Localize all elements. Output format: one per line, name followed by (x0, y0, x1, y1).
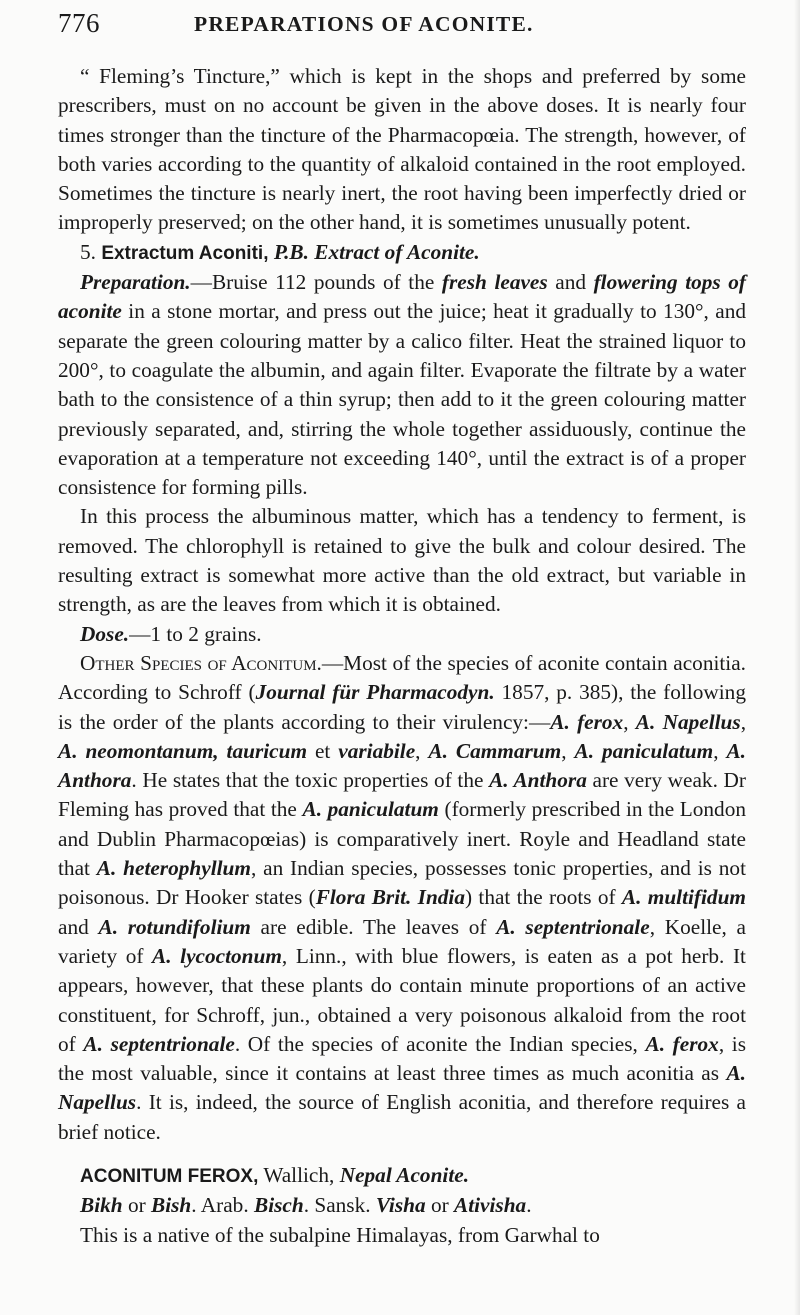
os-a-paniculatum: A. paniculatum (574, 738, 714, 763)
names-arab-label: . Arab. (191, 1193, 254, 1218)
preparation-italic-flowering-tops: flowering tops of aconite (58, 270, 747, 324)
paragraph-dose (58, 620, 746, 649)
section-aconitum-ferox (58, 1161, 746, 1191)
os-a-ferox-2: A. ferox (645, 1031, 719, 1056)
os-text-2: 1857, p. 385), the following is the order of the plants according to their virulency:— (58, 680, 746, 734)
names-or-2: or (425, 1193, 455, 1218)
section-number: 5. (80, 239, 96, 264)
os-comma-5: , (713, 738, 727, 763)
section-latin-name: Extractum Aconiti, (101, 242, 269, 264)
os-text-12: , is the most valuable, since it contains at least three times as much aconitia as (58, 1031, 746, 1086)
ferox-title: ACONITUM FEROX, (80, 1165, 259, 1187)
os-text-6: , an Indian species, possesses tonic properties, and is not poisonous. Dr Hooker states ( (58, 856, 747, 910)
page-header (58, 8, 748, 44)
names-end: . (526, 1193, 532, 1218)
dose-text: —1 to 2 grains. (129, 621, 262, 646)
name-bisch: Bisch (253, 1193, 304, 1218)
os-text-13: . It is, indeed, the source of English aconitia, and therefore requires a brief notice. (58, 1090, 746, 1144)
os-comma-3: , (415, 738, 429, 763)
preparation-text-2: and (547, 270, 594, 295)
os-and: and (58, 914, 99, 939)
os-a-anthora: A. Anthora (58, 738, 746, 793)
ferox-author: Wallich, (258, 1162, 340, 1187)
os-a-septentrionale-2: A. septentrionale (83, 1031, 235, 1056)
dose-label: Dose. (80, 621, 130, 646)
page-body (58, 62, 746, 1250)
running-head: PREPARATIONS OF ACONITE. (194, 12, 534, 36)
name-bikh: Bikh (80, 1193, 123, 1218)
os-variabile: variabile (338, 738, 416, 763)
paragraph-native: This is a native of the subalpine Himalayas, from Garwhal to (80, 1222, 600, 1247)
os-a-septentrionale: A. septentrionale (496, 914, 650, 939)
other-species-heading: Other Species of Aconitum. (80, 650, 322, 675)
os-a-ferox: A. ferox (550, 709, 624, 734)
section-english-name: Extract of Aconite. (314, 239, 480, 264)
os-text-4: are very weak. Dr Fleming has proved that the (58, 768, 746, 822)
os-journal: Journal für Pharmacodyn. (255, 680, 495, 705)
os-a-rotundifolium: A. rotundifolium (98, 914, 251, 939)
paragraph-vernacular-names (58, 1191, 746, 1220)
os-a-multifidum: A. multifidum (621, 885, 746, 910)
paragraph-process: In this process the albuminous matter, which has a tendency to ferment, is removed. The chlorophyll is retained to give the bulk and colour desired. The resulting extract is somewhat more active than the old extract, but variable in strength, as are the leaves from which it is obtained. (58, 504, 746, 617)
section-extractum-aconiti (58, 238, 746, 268)
paragraph-flemings-tincture: “ Fleming’s Tincture,” which is kept in the shops and preferred by some prescribers, must on no account be given in the above doses. It is nearly four times stronger than the tincture of the Pharmacopœia. The strength, however, of both varies according to the quantity of alkaloid contained in the root employed. Sometimes the tincture is nearly inert, the root having been imperfectly dried or improperly preserved; on the other hand, it is sometimes unusually potent. (58, 64, 746, 235)
os-a-paniculatum-2: A. paniculatum (302, 797, 439, 822)
os-text-11: . Of the species of aconite the Indian species, (234, 1031, 646, 1056)
os-a-heterophyllum: A. heterophyllum (96, 856, 251, 881)
preparation-text-3: in a stone mortar, and press out the juice; heat it gradually to 130°, and separate the green colouring matter by a calico filter. Heat the strained liquor to 200°, to coagulate the albumin, and again filter. Evaporate the filtrate by a water bath to the consistence of a thin syrup; then add to it the green colouring matter previously separated, and, stirring the whole together assiduously, continue the evaporation at a temperature not exceeding 140°, until the extract is of a proper consistence for forming pills. (58, 299, 746, 500)
preparation-text-1: —Bruise 112 pounds of the (190, 270, 442, 295)
os-text-3: . He states that the toxic properties of the (131, 768, 490, 793)
os-text-8: are edible. The leaves of (250, 914, 497, 939)
os-text-5: (formerly prescribed in the London and Dublin Pharmacopœias) is comparatively inert. Royle and Headland state that (58, 797, 747, 881)
os-comma-2: , (740, 709, 747, 734)
ferox-common-name: Nepal Aconite. (339, 1162, 470, 1187)
os-et: et (307, 738, 339, 763)
os-flora-brit-india: Flora Brit. India (315, 885, 466, 910)
os-text-10: , Linn., with blue flowers, is eaten as a pot herb. It appears, however, that these plants do contain minute proportions of an active constituent, for Schroff, jun., obtained a very poisonous alkaloid from the root of (58, 943, 746, 1056)
os-a-anthora-2: A. Anthora (489, 768, 587, 793)
os-a-cammarum: A. Cammarum (428, 738, 562, 763)
os-comma-1: , (623, 709, 636, 734)
os-text-9: , Koelle, a variety of (58, 914, 746, 968)
os-a-napellus-2: A. Napellus (58, 1061, 746, 1115)
section-pb: P.B. (273, 239, 309, 264)
names-sansk-label: . Sansk. (303, 1193, 376, 1218)
paragraph-preparation (58, 268, 746, 502)
page-number: 776 (58, 8, 100, 38)
os-a-lycoctonum: A. lycoctonum (152, 943, 282, 968)
preparation-italic-fresh-leaves: fresh leaves (441, 270, 548, 295)
os-a-neomontanum: A. neomontanum, tauricum (58, 738, 308, 763)
os-a-napellus: A. Napellus (635, 709, 741, 734)
name-visha: Visha (375, 1193, 426, 1218)
preparation-label: Preparation. (80, 270, 191, 295)
names-or-1: or (122, 1193, 152, 1218)
os-text-7: ) that the roots of (465, 885, 622, 910)
os-comma-4: , (561, 738, 575, 763)
os-text-1: —Most of the species of aconite contain aconitia. According to Schroff ( (58, 650, 746, 705)
paragraph-other-species (58, 649, 746, 1147)
section-spacer (58, 1147, 746, 1161)
page-edge-shadow (794, 0, 800, 1315)
name-bish: Bish (151, 1193, 192, 1218)
name-ativisha: Ativisha (454, 1193, 527, 1218)
